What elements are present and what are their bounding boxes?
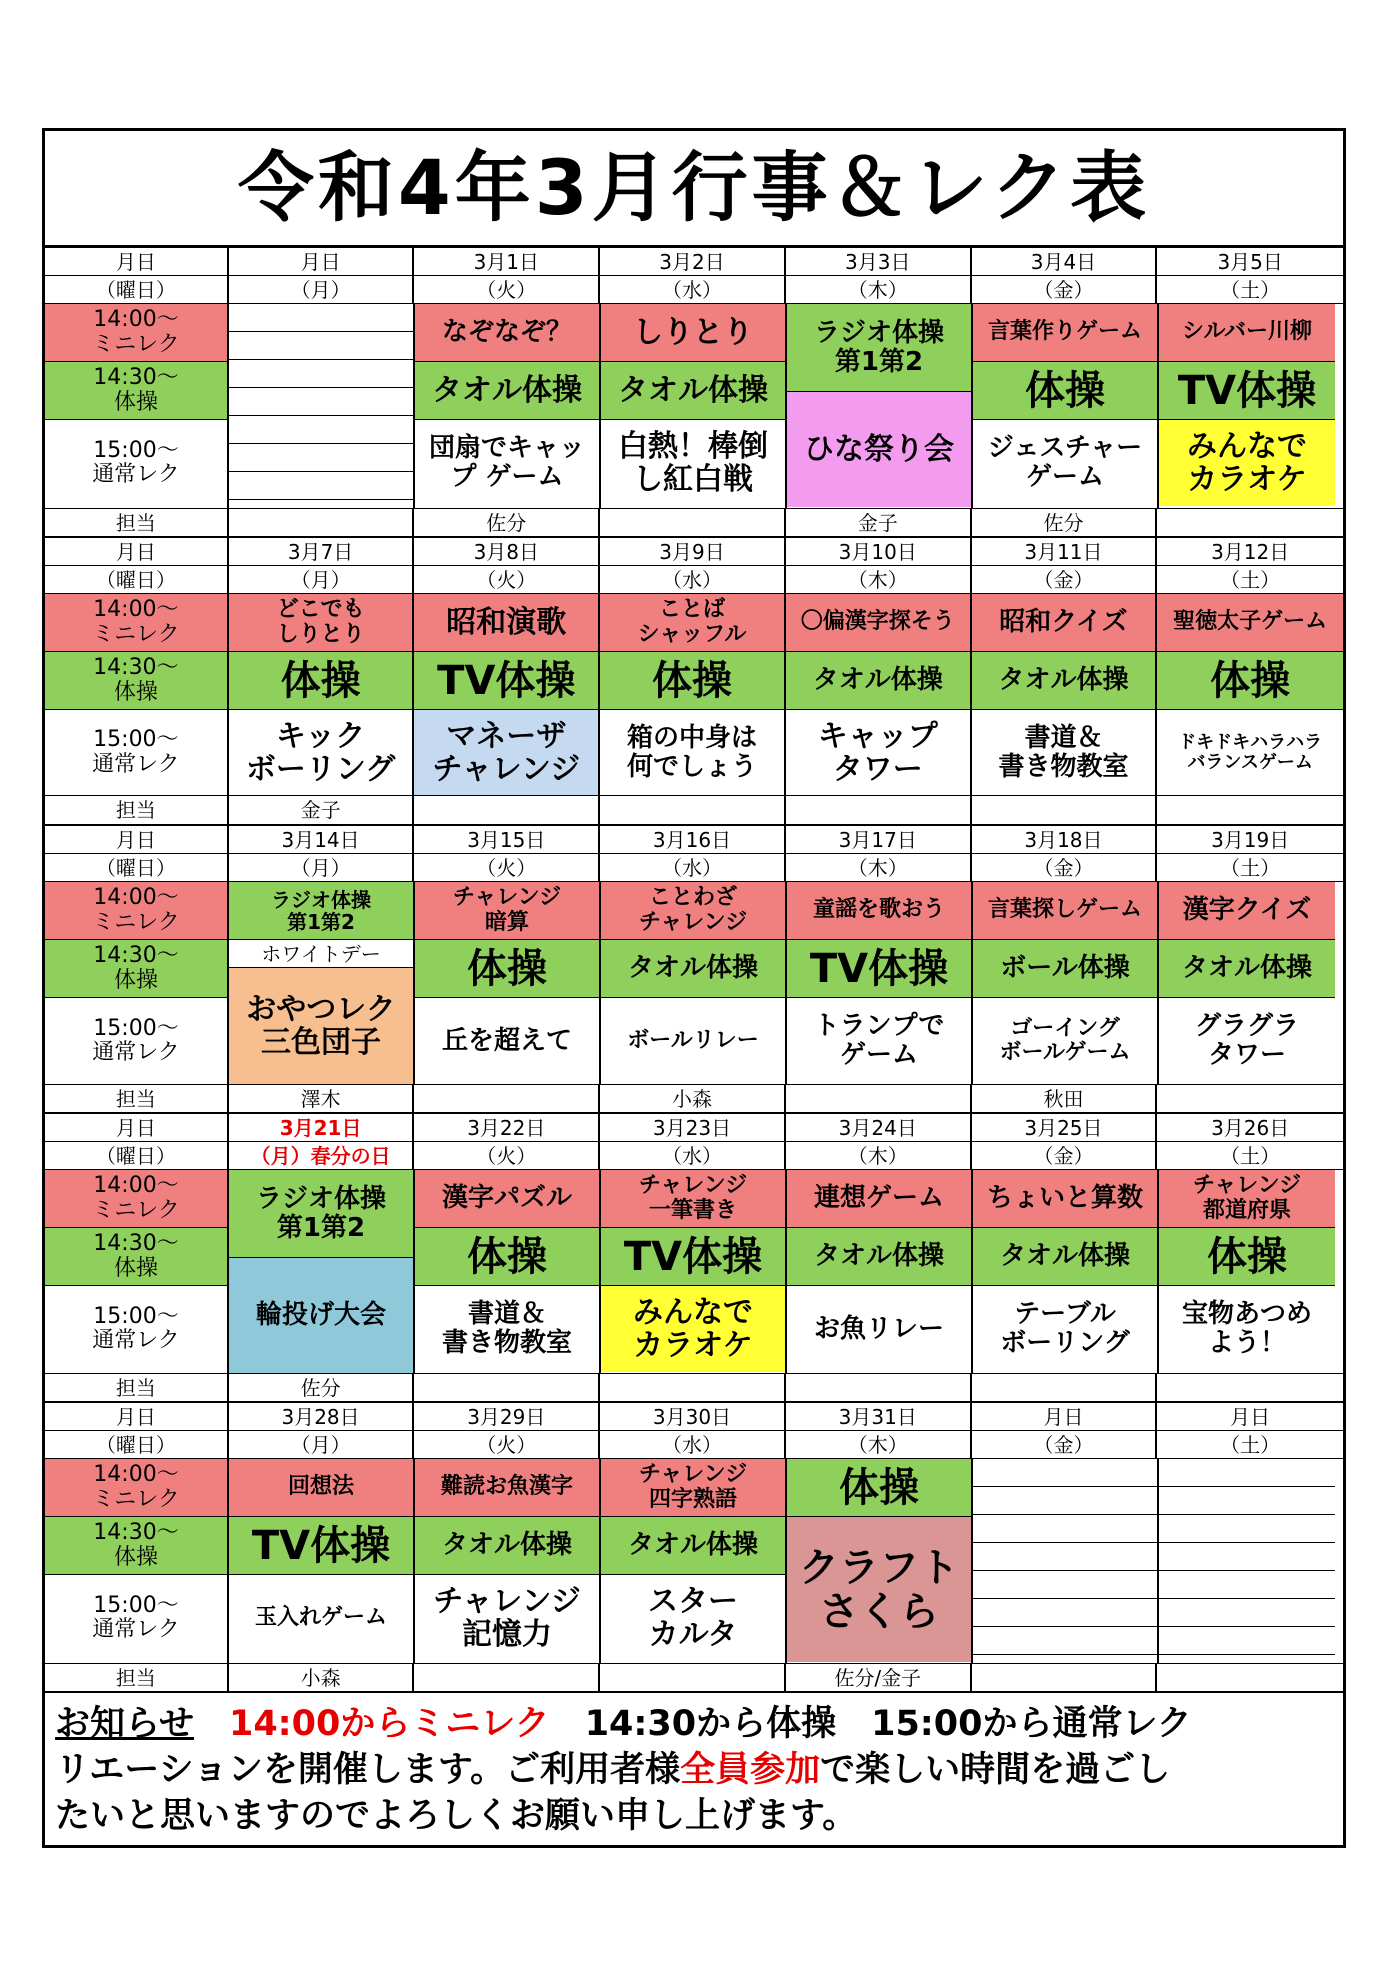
exercise-activity: TV体操 (787, 940, 971, 998)
regular-activity: 書道＆ 書き物教室 (441, 1299, 572, 1358)
staff-cell (414, 1374, 600, 1401)
date-cell: 3月29日 (414, 1403, 600, 1430)
row-label-staff: 担当 (45, 509, 229, 536)
notice-text: たいと思いますのでよろしくお願い申し上げます。 (55, 1796, 858, 1836)
row-label-exercise: 14:30～ 体操 (45, 652, 229, 709)
activity-block (45, 304, 1343, 508)
row-label-dow: （曜日） (45, 854, 229, 881)
regular-activity: 玉入れゲーム (254, 1604, 387, 1630)
holiday-dow-cell: （月）春分の日 (229, 1142, 415, 1169)
date-cell: 3月1日 (414, 248, 600, 275)
row-label-mini: 14:00～ ミニレク (45, 594, 229, 651)
row-label-dow: （曜日） (45, 1431, 229, 1458)
regular-activity: 輪投げ大会 (229, 1258, 413, 1373)
staff-cell (414, 796, 600, 824)
date-cell: 3月14日 (229, 826, 415, 853)
staff-row (45, 1084, 1343, 1112)
dow-cell: （水） (600, 854, 786, 881)
date-cell: 月日 (1230, 1404, 1271, 1429)
mini-activity: ラジオ体操 第1第2 (229, 1170, 413, 1258)
date-cell: 3月5日 (1217, 249, 1283, 274)
week-2 (45, 538, 1343, 826)
staff-cell (972, 1374, 1158, 1401)
dow-cell: （土） (1220, 567, 1281, 592)
row-label-staff: 担当 (45, 796, 229, 824)
regular-activity: チャレンジ 記憶力 (433, 1584, 581, 1652)
holiday-date-cell: 3月21日 (229, 1114, 415, 1141)
day-column (229, 882, 415, 1084)
dow-cell: （土） (1220, 1143, 1281, 1168)
day-column (601, 1170, 787, 1373)
regular-activity: マネーザ チャレンジ (414, 710, 600, 795)
staff-cell (600, 1374, 786, 1401)
mini-activity: 漢字クイズ (1159, 882, 1335, 940)
date-cell: 3月10日 (786, 538, 972, 565)
empty-day-column (973, 1459, 1159, 1663)
dow-cell: （月） (229, 566, 415, 593)
staff-cell (1157, 796, 1343, 824)
date-cell: 3月3日 (786, 248, 972, 275)
dow-cell: （土） (1220, 277, 1281, 302)
row-label-regular: 15:00～ 通常レク (92, 1015, 180, 1065)
row-label-column (45, 304, 229, 508)
row-label-exercise: 14:30～ 体操 (45, 940, 227, 998)
staff-cell: 金子 (786, 509, 972, 536)
date-cell: 3月22日 (414, 1114, 600, 1141)
staff-cell (786, 796, 972, 824)
dow-row (45, 276, 1343, 304)
day-column (787, 882, 973, 1084)
exercise-activity: 体操 (973, 362, 1157, 420)
row-label-exercise: 14:30～ 体操 (45, 362, 227, 420)
dow-cell: （木） (786, 1142, 972, 1169)
date-cell: 3月2日 (600, 248, 786, 275)
date-cell: 3月25日 (972, 1114, 1158, 1141)
notice-text: で楽しい時間を過ごし (820, 1750, 1171, 1790)
mini-activity: 言葉探しゲーム (973, 882, 1157, 940)
regular-activity: みんなで カラオケ (1159, 420, 1335, 506)
notice-highlight-all: 全員参加 (680, 1750, 821, 1790)
day-column (973, 304, 1159, 508)
date-cell: 3月23日 (600, 1114, 786, 1141)
event-note: ホワイトデー (229, 940, 413, 968)
staff-cell (1157, 1664, 1343, 1691)
exercise-activity: タオル体操 (601, 362, 785, 420)
day-column (415, 1170, 601, 1373)
exercise-activity: 体操 (229, 652, 415, 709)
week-1 (45, 248, 1343, 538)
week-3 (45, 826, 1343, 1114)
activity-block (45, 882, 1343, 1084)
dow-cell: （木） (786, 566, 972, 593)
staff-cell: 小森 (229, 1664, 415, 1691)
notice-highlight-time: 14:00からミニレク (228, 1704, 550, 1744)
exercise-activity: 体操 (415, 1228, 599, 1286)
mini-activity: 難読お魚漢字 (415, 1459, 599, 1517)
date-row (45, 248, 1343, 276)
row-label-date: 月日 (45, 1403, 229, 1430)
notice (45, 1693, 1343, 1839)
mini-activity: なぞなぞ？ (415, 304, 599, 362)
date-cell: 3月4日 (972, 248, 1158, 275)
row-label-date: 月日 (45, 248, 229, 275)
regular-activity: ボールリレー (627, 1027, 759, 1053)
row-label-regular: 15:00～ 通常レク (92, 1303, 180, 1353)
staff-cell: 澤木 (229, 1085, 415, 1112)
date-cell: 3月9日 (600, 538, 786, 565)
date-cell: 3月26日 (1211, 1115, 1290, 1140)
mini-activity: 回想法 (229, 1459, 413, 1517)
row-label-staff: 担当 (45, 1664, 229, 1691)
dow-cell: （金） (972, 854, 1158, 881)
dow-cell: （水） (600, 566, 786, 593)
activity-block (45, 1459, 1343, 1663)
notice-line-2 (55, 1747, 1333, 1793)
row-label-exercise: 14:30～ 体操 (45, 1228, 227, 1286)
dow-cell: （金） (972, 1431, 1158, 1458)
regular-activity: 書道＆ 書き物教室 (972, 710, 1158, 795)
exercise-activity: 体操 (1159, 1228, 1335, 1286)
staff-cell (972, 1664, 1158, 1691)
exercise-activity: 体操 (415, 940, 599, 998)
row-label-regular: 15:00～ 通常レク (45, 710, 229, 795)
dow-cell: （水） (600, 276, 786, 303)
mini-activity: チャレンジ 都道府県 (1159, 1170, 1335, 1228)
mini-activity: 連想ゲーム (787, 1170, 971, 1228)
exercise-activity: 体操 (600, 652, 786, 709)
mini-activity: ちょいと算数 (973, 1170, 1157, 1228)
empty-day-column (1159, 1459, 1335, 1663)
dow-row (45, 566, 1343, 594)
title-box (45, 131, 1343, 248)
row-label-mini: 14:00～ ミニレク (45, 304, 227, 362)
dow-cell: （月） (229, 854, 415, 881)
dow-cell: （木） (786, 276, 972, 303)
mini-activity: 〇偏漢字探そう (786, 594, 972, 651)
dow-cell: （木） (786, 1431, 972, 1458)
row-label-staff: 担当 (45, 1374, 229, 1401)
regular-activity: グラグラ タワー (1194, 1011, 1299, 1070)
notice-text: リエーションを開催します。ご利用者様 (55, 1750, 681, 1790)
exercise-activity: タオル体操 (601, 1517, 785, 1575)
regular-activity: ドキドキハラハラ バランスゲーム (1178, 731, 1323, 773)
notice-line-1 (55, 1701, 1333, 1747)
date-cell: 3月11日 (972, 538, 1158, 565)
mini-activity: シルバー川柳 (1159, 304, 1335, 362)
staff-cell (600, 1664, 786, 1691)
regular-row (45, 710, 1343, 796)
date-row (45, 538, 1343, 566)
regular-activity: スター カルタ (648, 1584, 738, 1652)
staff-row (45, 508, 1343, 536)
dow-cell: （金） (972, 566, 1158, 593)
staff-cell (786, 1085, 972, 1112)
staff-cell: 佐分/金子 (786, 1664, 972, 1691)
notice-label: お知らせ (55, 1704, 194, 1744)
date-cell: 3月18日 (972, 826, 1158, 853)
dow-cell: （水） (600, 1142, 786, 1169)
regular-activity: 箱の中身は 何でしょう (600, 710, 786, 795)
row-label-date: 月日 (45, 1114, 229, 1141)
staff-cell (972, 796, 1158, 824)
row-label-column (45, 1459, 229, 1663)
row-label-date: 月日 (45, 826, 229, 853)
staff-cell (1157, 509, 1343, 536)
empty-day-column (229, 304, 415, 508)
mini-activity: ラジオ体操 第1第2 (229, 882, 413, 940)
dow-cell: （月） (229, 1431, 415, 1458)
mini-activity: チャレンジ 一筆書き (601, 1170, 785, 1228)
mini-row (45, 594, 1343, 652)
regular-activity: 丘を超えて (441, 1025, 572, 1056)
row-label-column (45, 882, 229, 1084)
dow-cell: （金） (972, 276, 1158, 303)
dow-cell: （火） (414, 1142, 600, 1169)
row-label-dow: （曜日） (45, 566, 229, 593)
exercise-activity: TV体操 (229, 1517, 413, 1575)
mini-activity: ことば シャッフル (600, 594, 786, 651)
dow-cell: （火） (414, 566, 600, 593)
date-cell: 3月7日 (229, 538, 415, 565)
date-cell: 3月17日 (786, 826, 972, 853)
regular-activity: クラフト さくら (787, 1517, 971, 1662)
week-4 (45, 1114, 1343, 1403)
day-column (1159, 882, 1335, 1084)
exercise-activity: タオル体操 (786, 652, 972, 709)
exercise-activity: ボール体操 (973, 940, 1157, 998)
mini-activity: どこでも しりとり (229, 594, 415, 651)
day-column (601, 1459, 787, 1663)
staff-cell: 佐分 (972, 509, 1158, 536)
staff-cell: 佐分 (229, 1374, 415, 1401)
mini-activity: 昭和クイズ (972, 594, 1158, 651)
dow-cell: （金） (972, 1142, 1158, 1169)
dow-row (45, 854, 1343, 882)
mini-activity: しりとり (601, 304, 785, 362)
regular-activity: ゴーイング ボールゲーム (999, 1015, 1131, 1065)
day-column (229, 1459, 415, 1663)
regular-activity: お魚リレー (813, 1313, 944, 1344)
mini-activity: ラジオ体操 第1第2 (787, 304, 971, 392)
staff-row (45, 796, 1343, 824)
regular-activity: みんなで カラオケ (601, 1286, 785, 1372)
dow-row (45, 1431, 1343, 1459)
notice-line-3 (55, 1793, 1333, 1839)
day-column (787, 304, 973, 508)
staff-cell (414, 1664, 600, 1691)
day-column (1159, 304, 1335, 508)
exercise-activity: TV体操 (601, 1228, 785, 1286)
dow-cell: （土） (1220, 855, 1281, 880)
dow-cell: （土） (1220, 1432, 1281, 1457)
exercise-activity: TV体操 (1159, 362, 1335, 420)
date-cell: 3月15日 (414, 826, 600, 853)
regular-activity: トランプで ゲーム (813, 1011, 945, 1070)
regular-activity: おやつレク 三色団子 (229, 968, 413, 1084)
date-cell: 3月16日 (600, 826, 786, 853)
date-cell: 3月28日 (229, 1403, 415, 1430)
date-cell: 3月24日 (786, 1114, 972, 1141)
date-cell: 3月31日 (786, 1403, 972, 1430)
staff-cell (600, 796, 786, 824)
date-cell: 3月12日 (1211, 539, 1290, 564)
day-column (415, 304, 601, 508)
day-column (787, 1170, 973, 1373)
regular-activity: ひな祭り会 (787, 392, 971, 507)
staff-cell (786, 1374, 972, 1401)
mini-activity: 聖徳太子ゲーム (1157, 594, 1343, 651)
row-label-column (45, 1170, 229, 1373)
day-column (415, 1459, 601, 1663)
row-label-regular: 15:00～ 通常レク (92, 437, 180, 487)
exercise-activity: タオル体操 (972, 652, 1158, 709)
dow-cell: （木） (786, 854, 972, 881)
mini-activity: 童謡を歌おう (787, 882, 971, 940)
date-cell: 月日 (229, 248, 415, 275)
day-column (973, 882, 1159, 1084)
staff-cell: 金子 (229, 796, 415, 824)
date-row (45, 826, 1343, 854)
day-column (229, 1170, 415, 1373)
mini-activity: チャレンジ 四字熟語 (601, 1459, 785, 1517)
staff-cell (1157, 1085, 1343, 1112)
row-label-mini: 14:00～ ミニレク (45, 1170, 227, 1228)
day-column (601, 304, 787, 508)
row-label-dow: （曜日） (45, 276, 229, 303)
date-cell: 3月19日 (1211, 827, 1290, 852)
activity-block (45, 1170, 1343, 1373)
date-row (45, 1114, 1343, 1142)
dow-cell: （月） (229, 276, 415, 303)
row-label-date: 月日 (45, 538, 229, 565)
exercise-activity: タオル体操 (601, 940, 785, 998)
staff-cell: 佐分 (414, 509, 600, 536)
date-row (45, 1403, 1343, 1431)
staff-cell (600, 509, 786, 536)
row-label-mini: 14:00～ ミニレク (45, 1459, 227, 1517)
day-column (973, 1170, 1159, 1373)
notice-text: 14:30から体操 15:00から通常レク (549, 1704, 1192, 1744)
date-cell: 3月30日 (600, 1403, 786, 1430)
row-label-mini: 14:00～ ミニレク (45, 882, 227, 940)
staff-cell: 秋田 (972, 1085, 1158, 1112)
staff-cell: 小森 (600, 1085, 786, 1112)
mini-activity: ことわざ チャレンジ (601, 882, 785, 940)
regular-activity: 白熱！棒倒 し紅白戦 (618, 429, 768, 497)
day-column (415, 882, 601, 1084)
mini-activity: 言葉作りゲーム (973, 304, 1157, 362)
week-5 (45, 1403, 1343, 1693)
schedule-sheet (42, 128, 1346, 1848)
exercise-activity: タオル体操 (1159, 940, 1335, 998)
exercise-activity: タオル体操 (415, 362, 599, 420)
mini-activity: 漢字パズル (415, 1170, 599, 1228)
staff-row (45, 1373, 1343, 1401)
regular-activity: テーブル ボーリング (1000, 1299, 1130, 1358)
regular-activity: キャップ タワー (786, 710, 972, 795)
exercise-activity: タオル体操 (415, 1517, 599, 1575)
page-title: 令和4年3月行事＆レク表 (237, 143, 1151, 232)
row-label-exercise: 14:30～ 体操 (45, 1517, 227, 1575)
dow-row (45, 1142, 1343, 1170)
day-column (787, 1459, 973, 1663)
exercise-activity: TV体操 (414, 652, 600, 709)
day-column (1159, 1170, 1335, 1373)
regular-activity: 宝物あつめ よう！ (1181, 1299, 1312, 1358)
row-label-staff: 担当 (45, 1085, 229, 1112)
staff-cell (1157, 1374, 1343, 1401)
regular-activity: キック ボーリング (229, 710, 415, 795)
dow-cell: （水） (600, 1431, 786, 1458)
staff-row (45, 1663, 1343, 1691)
mini-activity: チャレンジ 暗算 (415, 882, 599, 940)
mini-activity: 体操 (787, 1459, 971, 1517)
exercise-activity: タオル体操 (973, 1228, 1157, 1286)
date-cell: 3月8日 (414, 538, 600, 565)
regular-activity: ジェスチャー ゲーム (987, 433, 1143, 492)
day-column (601, 882, 787, 1084)
regular-activity: 団扇でキャッ プ ゲーム (428, 433, 585, 492)
exercise-activity: 体操 (1157, 652, 1343, 709)
dow-cell: （火） (414, 854, 600, 881)
staff-cell (414, 1085, 600, 1112)
staff-cell (229, 509, 415, 536)
exercise-row (45, 652, 1343, 710)
mini-activity: 昭和演歌 (414, 594, 600, 651)
dow-cell: （火） (414, 1431, 600, 1458)
row-label-regular: 15:00～ 通常レク (92, 1592, 180, 1642)
row-label-dow: （曜日） (45, 1142, 229, 1169)
date-cell: 月日 (972, 1403, 1158, 1430)
exercise-activity: タオル体操 (787, 1228, 971, 1286)
dow-cell: （火） (414, 276, 600, 303)
